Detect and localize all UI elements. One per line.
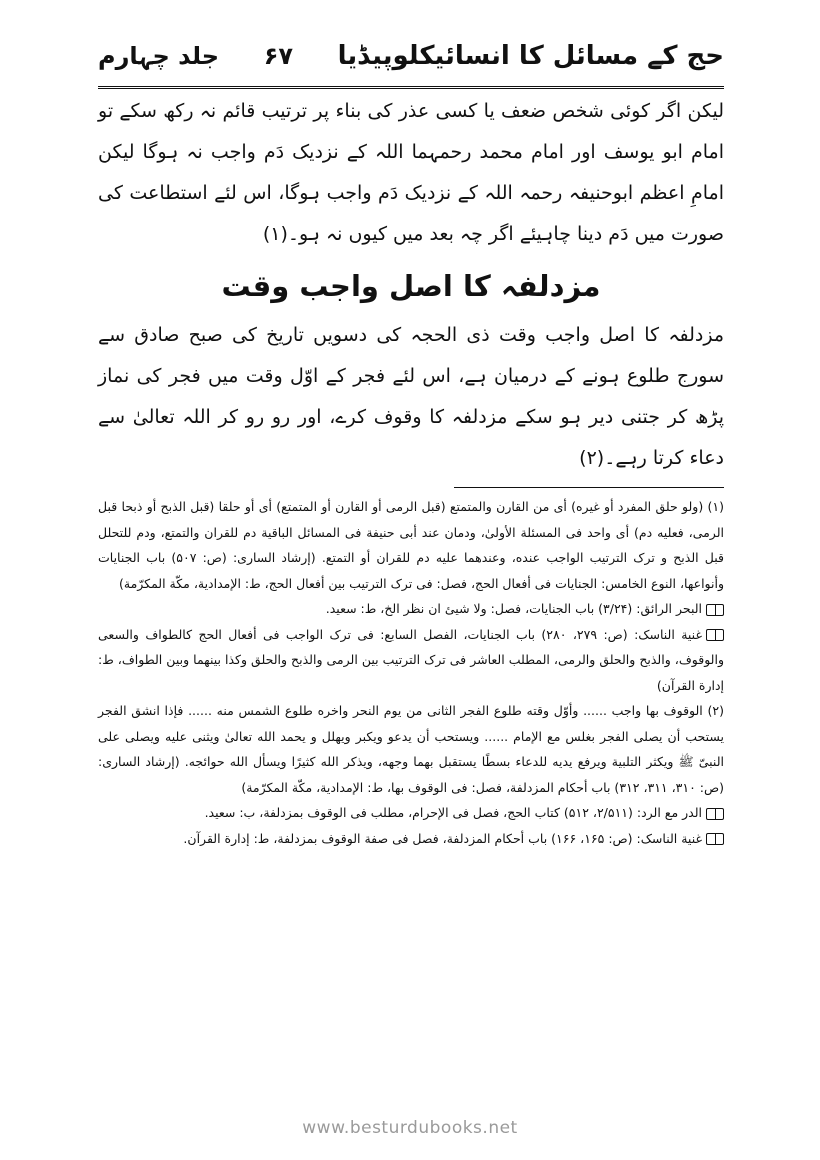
section-heading: مزدلفہ کا اصل واجب وقت: [221, 269, 601, 303]
footnote-1-ref-ghunya: [98, 622, 724, 699]
volume-label: جلد چہارم: [98, 42, 220, 70]
footnote-2: (۲) الوقوف بها واجب ...... وأوّل وقته طلوع الفجر الثانى من يوم النحر واخره طلوع الشمس منه ...... فإذا انشق الفجر يستحب أن يصلى الفجر بغلس مع الإمام ...... ويستحب أن يدعو ويكبر ويهلل و يحمد الله تعالىٰ ويثنى عليه ويصلى على النبىّ ﷺ ويكثر التلبية ويرفع يديه للدعاء بسطًا يستقبل بهما وجهه، ويذكر الله كثيرًا ويسأل الله حوائجه. (إرشاد السارى: (ص: ۳۱۰، ۳۱۱، ۳۱۲) باب أحكام المزدلفة، فصل: فى الوقوف بها، ط: الإمدادية، مكّة المكرّمة): [98, 703, 724, 795]
book-icon: [706, 629, 724, 641]
footnote-ref-text: غنية الناسک: (ص: ۲۷۹، ۲۸۰) باب الجنايات، الفصل السابع: فى ترک الواجب فى أفعال الحج كالطواف والسعى والوقوف، والذبح والحلق والرمى، المطلب العاشر فى ترک الترتيب بين الرمى والذبح والحلق وكذا بينهما وبين الطواف، ط: إدارة القرآن): [98, 626, 724, 693]
book-icon: [706, 808, 724, 820]
intro-paragraph: لیکن اگر کوئی شخص ضعف یا کسی عذر کی بناء پر ترتیب قائم نہ رکھ سکے تو امام ابو یوسف اور امام محمد رحمہما اللہ کے نزدیک دَم واجب نہ ہوگا لیکن امامِ اعظم ابوحنیفہ رحمہ اللہ کے نزدیک دَم واجب ہوگا، اس لئے استطاعت کی صورت میں دَم دینا چاہیئے اگر چہ بعد میں کیوں نہ ہو۔(۱): [98, 100, 724, 245]
running-header: [98, 28, 724, 84]
book-icon: [706, 604, 724, 616]
watermark-url: www.besturdubooks.net: [302, 1118, 518, 1138]
book-title: حج کے مسائل کا انسائیکلوپیڈیا: [337, 41, 724, 71]
footnote-ref-text: الدر مع الرد: (۲/۵۱۱، ۵۱۲) كتاب الحج، فصل فى الإحرام، مطلب فى الوقوف بمزدلفة، ب: سعيد.: [204, 805, 702, 820]
page: [98, 28, 724, 851]
footnote-1-ref-bahr: [98, 596, 724, 622]
section-paragraph: مزدلفہ کا اصل واجب وقت ذی الحجہ کی دسویں تاریخ کی صبح صادق سے سورج طلوع ہونے کے درمیان ہے، اس لئے فجر کے اوّل وقت میں فجر کی نماز پڑھ کر جتنی دیر ہو سکے مزدلفہ کا وقوف کرے، اور رو رو کر اللہ تعالیٰ سے دعاء کرتا رہے۔(۲): [98, 324, 724, 469]
header-rule: [98, 86, 724, 89]
footnotes: [98, 494, 724, 851]
footnote-ref-text: البحر الرائق: (۳/۲۴) باب الجنايات، فصل: ولا شيئ ان نظر الخ، ط: سعيد.: [325, 601, 702, 616]
page-number: ۶۷: [263, 42, 293, 70]
footnote-2-ref-ghunya: [98, 826, 724, 852]
footnote-1: (۱) (ولو حلق المفرد أو غيره) أى من القارن والمتمتع (قبل الرمى أو القارن أو المتمتع) أى أو حلقا (قبل الذبح أو ذبحا قبل الرمى، فعليه دم) أى واحد فى المسئلة الأولىٰ، ودمان عند أبى حنيفة فى المسائل الباقية دم للقران والتمتع، ودم للتحلل قبل الذبح و ترک الترتيب الواجب عنده، وعندهما عليه دم للقران أو التمتع. (إرشاد السارى: (ص: ۵۰۷) باب الجنايات وأنواعها، النوع الخامس: الجنايات فى أفعال الحج، فصل: فى ترک الترتيب بين أفعال الحج، ط: الإمدادية، مكّة المكرّمة): [98, 499, 724, 591]
footnote-2-ref-durr: [98, 800, 724, 826]
book-icon: [706, 833, 724, 845]
footnote-divider: [454, 487, 724, 488]
footnote-ref-text: غنية الناسک: (ص: ۱۶۵، ۱۶۶) باب أحكام المزدلفة، فصل فى صفة الوقوف بمزدلفة، ط: إدارة القرآن.: [183, 830, 702, 846]
